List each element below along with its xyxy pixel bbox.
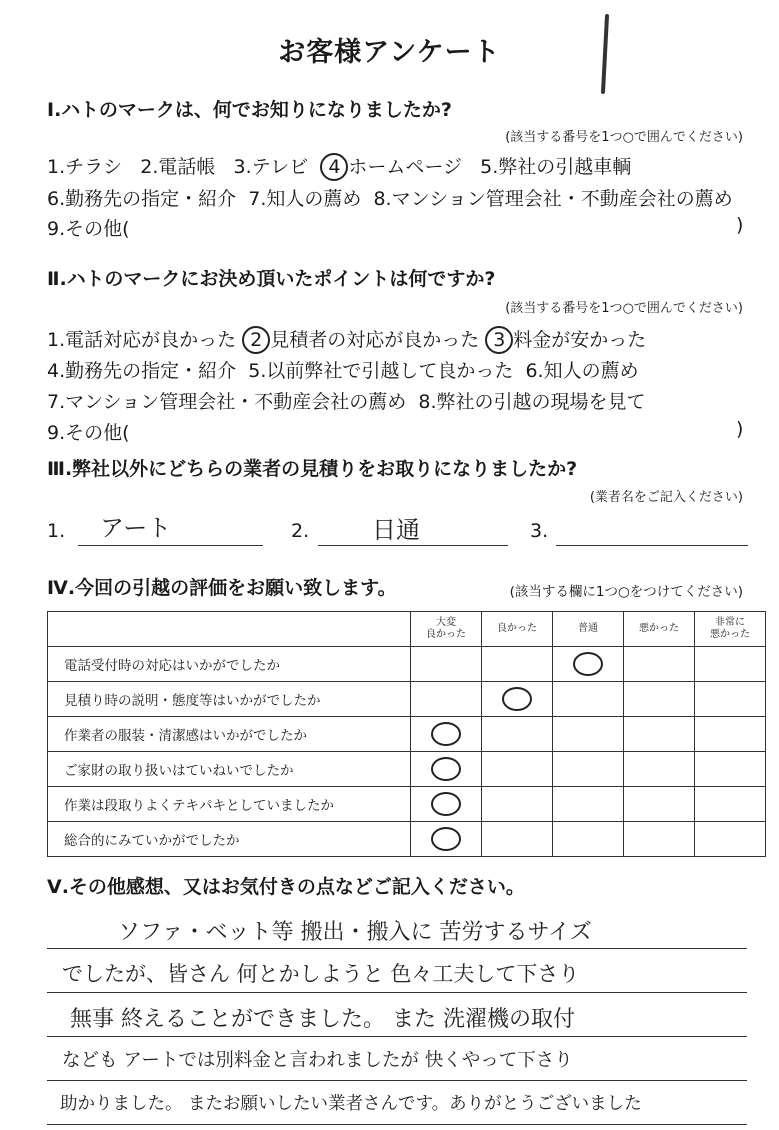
rating-question: ご家財の取り扱いはていねいでしたか bbox=[48, 752, 411, 787]
section1-heading: Ⅰ.ハトのマークは、何でお知りになりましたか? bbox=[47, 99, 452, 121]
rating-cell[interactable] bbox=[482, 682, 553, 717]
rating-cell[interactable] bbox=[553, 752, 624, 787]
rating-cell[interactable] bbox=[553, 822, 624, 857]
comment-rule bbox=[47, 948, 747, 949]
section2-other[interactable]: 9.その他( bbox=[47, 422, 130, 444]
option-homepage[interactable]: ホームページ bbox=[348, 156, 462, 178]
rating-cell[interactable] bbox=[482, 647, 553, 682]
comment-rule bbox=[47, 992, 747, 993]
option-management-company[interactable]: 7.マンション管理会社・不動産会社の薦め bbox=[47, 391, 407, 413]
option-homepage-number[interactable]: 4 bbox=[320, 153, 348, 181]
section2-heading: Ⅱ.ハトのマークにお決め頂いたポイントは何ですか? bbox=[47, 268, 496, 290]
company-3-label: 3. bbox=[530, 520, 549, 542]
rating-cell[interactable] bbox=[624, 822, 695, 857]
option-management-company[interactable]: 8.マンション管理会社・不動産会社の薦め bbox=[373, 188, 733, 210]
section3-note: (業者名をご記入ください) bbox=[589, 490, 743, 505]
rating-cell[interactable] bbox=[624, 647, 695, 682]
rating-cell[interactable] bbox=[411, 822, 482, 857]
rating-row bbox=[48, 787, 766, 822]
selected-circle-mark bbox=[431, 792, 461, 816]
rating-cell[interactable] bbox=[695, 717, 766, 752]
rating-cell[interactable] bbox=[624, 717, 695, 752]
rating-cell[interactable] bbox=[624, 682, 695, 717]
column-very-bad: 非常に 悪かった bbox=[695, 612, 766, 647]
rating-row bbox=[48, 647, 766, 682]
section5-heading: Ⅴ.その他感想、又はお気付きの点などご記入ください。 bbox=[47, 876, 525, 898]
comment-line-5: 助かりました。 またお願いしたい業者さんです。ありがとうございました bbox=[60, 1094, 642, 1114]
rating-cell[interactable] bbox=[695, 787, 766, 822]
section4-heading: Ⅳ.今回の引越の評価をお願い致します。 bbox=[47, 577, 397, 599]
rating-cell[interactable] bbox=[624, 787, 695, 822]
rating-question: 総合的にみていかがでしたか bbox=[48, 822, 411, 857]
rating-cell[interactable] bbox=[411, 787, 482, 822]
selected-circle-mark bbox=[502, 687, 532, 711]
rating-cell[interactable] bbox=[624, 752, 695, 787]
rating-question: 見積り時の説明・態度等はいかがでしたか bbox=[48, 682, 411, 717]
rating-cell[interactable] bbox=[553, 717, 624, 752]
option-moving-truck[interactable]: 5.弊社の引越車輌 bbox=[480, 156, 632, 178]
rating-question: 作業者の服装・清潔感はいかがでしたか bbox=[48, 717, 411, 752]
section1-note: (該当する番号を1つ○で囲んでください) bbox=[505, 130, 743, 145]
section2-options-line1 bbox=[47, 325, 646, 354]
option-acquaintance[interactable]: 7.知人の薦め bbox=[248, 188, 362, 210]
section3-heading: Ⅲ.弊社以外にどちらの業者の見積りをお取りになりましたか? bbox=[47, 458, 578, 480]
company-1-label: 1. bbox=[47, 520, 66, 542]
comment-rule bbox=[47, 1080, 747, 1081]
rating-cell[interactable] bbox=[482, 717, 553, 752]
option-site-visit[interactable]: 8.弊社の引越の現場を見て bbox=[418, 391, 646, 413]
rating-cell[interactable] bbox=[695, 682, 766, 717]
comment-rule bbox=[47, 1036, 747, 1037]
company-1-field[interactable] bbox=[78, 545, 263, 546]
comment-line-4: なども アートでは別料金と言われましたが 快くやって下さり bbox=[62, 1050, 573, 1071]
rating-table bbox=[47, 611, 766, 857]
section1-other-close: ) bbox=[736, 214, 744, 236]
section1-options-line2 bbox=[47, 184, 733, 211]
option-acquaintance[interactable]: 6.知人の薦め bbox=[525, 360, 639, 382]
selected-circle-mark bbox=[431, 757, 461, 781]
section2-options-line3 bbox=[47, 387, 646, 414]
selected-circle-mark bbox=[573, 652, 603, 676]
rating-cell[interactable] bbox=[482, 787, 553, 822]
option-previous-use[interactable]: 5.以前弊社で引越して良かった bbox=[248, 360, 514, 382]
rating-cell[interactable] bbox=[553, 647, 624, 682]
rating-row bbox=[48, 717, 766, 752]
option-estimator[interactable]: 見積者の対応が良かった bbox=[270, 329, 480, 351]
section1-other[interactable]: 9.その他( bbox=[47, 218, 130, 240]
rating-cell[interactable] bbox=[695, 647, 766, 682]
rating-cell[interactable] bbox=[695, 822, 766, 857]
section1-options-line1 bbox=[47, 152, 631, 181]
rating-header-blank bbox=[48, 612, 411, 647]
option-tv[interactable]: 3.テレビ bbox=[233, 156, 309, 178]
option-flyer[interactable]: 1.チラシ bbox=[47, 156, 123, 178]
option-phonebook[interactable]: 2.電話帳 bbox=[140, 156, 216, 178]
section2-options-line2 bbox=[47, 356, 639, 383]
selected-circle-mark bbox=[431, 722, 461, 746]
option-price[interactable]: 料金が安かった bbox=[513, 329, 647, 351]
option-workplace[interactable]: 6.勤務先の指定・紹介 bbox=[47, 188, 237, 210]
column-normal: 普通 bbox=[553, 612, 624, 647]
column-bad: 悪かった bbox=[624, 612, 695, 647]
company-2-label: 2. bbox=[291, 520, 310, 542]
option-workplace[interactable]: 4.勤務先の指定・紹介 bbox=[47, 360, 237, 382]
comment-rule bbox=[47, 1124, 747, 1125]
comment-line-1: ソファ・ベット等 搬出・搬入に 苦労するサイズ bbox=[118, 920, 592, 945]
rating-cell[interactable] bbox=[553, 787, 624, 822]
column-very-good: 大変 良かった bbox=[411, 612, 482, 647]
rating-row bbox=[48, 752, 766, 787]
company-1-answer: アート bbox=[100, 514, 172, 542]
option-phone-response[interactable]: 1.電話対応が良かった bbox=[47, 329, 237, 351]
rating-question: 作業は段取りよくテキパキとしていましたか bbox=[48, 787, 411, 822]
selected-circle-mark bbox=[431, 827, 461, 851]
rating-cell[interactable] bbox=[482, 822, 553, 857]
rating-row bbox=[48, 682, 766, 717]
option-price-number[interactable]: 3 bbox=[485, 326, 513, 354]
rating-cell[interactable] bbox=[411, 647, 482, 682]
option-estimator-number[interactable]: 2 bbox=[242, 326, 270, 354]
company-3-field[interactable] bbox=[556, 545, 748, 546]
rating-header-row bbox=[48, 612, 766, 647]
rating-cell[interactable] bbox=[695, 752, 766, 787]
section2-note: (該当する番号を1つ○で囲んでください) bbox=[505, 301, 743, 316]
rating-row bbox=[48, 822, 766, 857]
column-good: 良かった bbox=[482, 612, 553, 647]
rating-cell[interactable] bbox=[411, 682, 482, 717]
rating-question: 電話受付時の対応はいかがでしたか bbox=[48, 647, 411, 682]
section4-note: (該当する欄に1つ○をつけてください) bbox=[509, 584, 743, 600]
rating-cell[interactable] bbox=[482, 752, 553, 787]
page-title: お客様アンケート bbox=[278, 37, 501, 68]
comment-line-2: でしたが、皆さん 何とかしようと 色々工夫して下さり bbox=[62, 962, 580, 986]
company-2-answer: 日通 bbox=[372, 516, 420, 544]
section2-other-close: ) bbox=[736, 418, 744, 440]
comment-line-3: 無事 終えることができました。 また 洗濯機の取付 bbox=[70, 1007, 575, 1032]
rating-cell[interactable] bbox=[411, 717, 482, 752]
company-2-field[interactable] bbox=[318, 545, 508, 546]
rating-cell[interactable] bbox=[411, 752, 482, 787]
rating-cell[interactable] bbox=[553, 682, 624, 717]
